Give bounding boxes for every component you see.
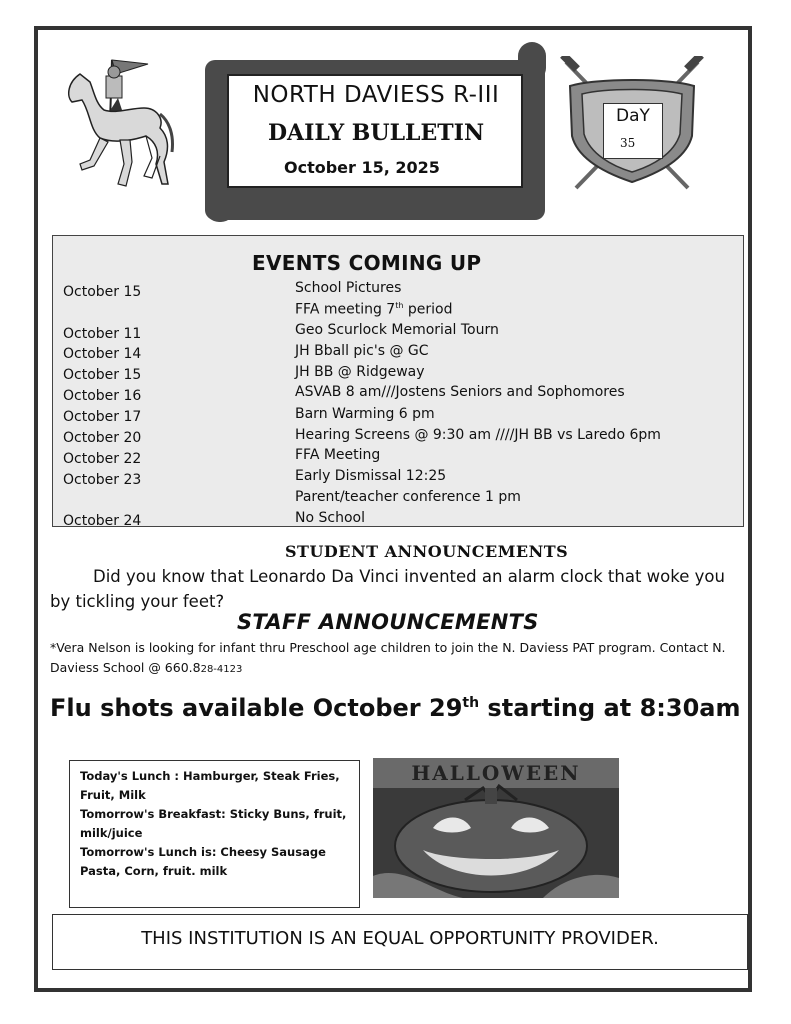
event-date: October 15 xyxy=(63,284,142,300)
menu-text xyxy=(80,767,355,881)
halloween-caption: HALLOWEEN xyxy=(411,761,581,785)
event-description: JH BB @ Ridgeway xyxy=(295,364,425,380)
event-description: JH Bball pic's @ GC xyxy=(295,343,429,359)
event-date: October 16 xyxy=(63,388,142,404)
halloween-image xyxy=(373,758,619,898)
day-number: 35 xyxy=(620,136,636,150)
event-description: FFA meeting 7th period xyxy=(295,301,453,318)
jack-o-lantern-icon xyxy=(373,758,619,898)
knight-on-horse-icon xyxy=(60,52,178,194)
event-date: October 15 xyxy=(63,367,142,383)
event-date: October 24 xyxy=(63,513,142,529)
event-date: October 22 xyxy=(63,451,142,467)
event-description: Hearing Screens @ 9:30 am ////JH BB vs Laredo 6pm xyxy=(295,427,661,443)
staff-announcement-text: *Vera Nelson is looking for infant thru Preschool age children to join the N. Daviess PAT program. Contact N. Daviess School @ 660.828-4123 xyxy=(50,640,726,675)
equal-opportunity-statement: THIS INSTITUTION IS AN EQUAL OPPORTUNITY PROVIDER. xyxy=(141,928,659,949)
flu-shots-notice: Flu shots available October 29th starting at 8:30am xyxy=(50,694,741,722)
school-name: NORTH DAVIESS R-III xyxy=(252,82,500,108)
event-description: FFA Meeting xyxy=(295,447,381,463)
event-description: School Pictures xyxy=(295,280,402,296)
event-description: Barn Warming 6 pm xyxy=(295,406,435,422)
event-date: October 20 xyxy=(63,430,142,446)
tomorrows-breakfast: Tomorrow's Breakfast: Sticky Buns, fruit, milk/juice xyxy=(80,807,347,840)
student-announcements-heading: STUDENT ANNOUNCEMENTS xyxy=(285,542,569,561)
scroll-curl xyxy=(205,194,235,222)
bulletin-date: October 15, 2025 xyxy=(284,158,440,177)
event-date: October 11 xyxy=(63,326,142,342)
event-description: Early Dismissal 12:25 xyxy=(295,468,447,484)
day-label: DaY xyxy=(616,106,650,126)
event-description: Parent/teacher conference 1 pm xyxy=(295,489,521,505)
event-date: October 14 xyxy=(63,346,142,362)
staff-announcements-heading: STAFF ANNOUNCEMENTS xyxy=(237,610,539,634)
event-date: October 17 xyxy=(63,409,142,425)
event-description: Geo Scurlock Memorial Tourn xyxy=(295,322,499,338)
todays-lunch: Today's Lunch : Hamburger, Steak Fries, Fruit, Milk xyxy=(80,769,340,802)
events-title: EVENTS COMING UP xyxy=(252,251,482,275)
student-announcement-text: Did you know that Leonardo Da Vinci invented an alarm clock that woke you by tickling your feet? xyxy=(50,567,725,611)
event-description: No School xyxy=(295,510,365,526)
event-description: ASVAB 8 am///Jostens Seniors and Sophomores xyxy=(295,384,625,400)
bulletin-title: DAILY BULLETIN xyxy=(267,120,485,146)
event-date: October 23 xyxy=(63,472,142,488)
tomorrows-lunch: Tomorrow's Lunch is: Cheesy Sausage Pasta, Corn, fruit. milk xyxy=(80,845,326,878)
